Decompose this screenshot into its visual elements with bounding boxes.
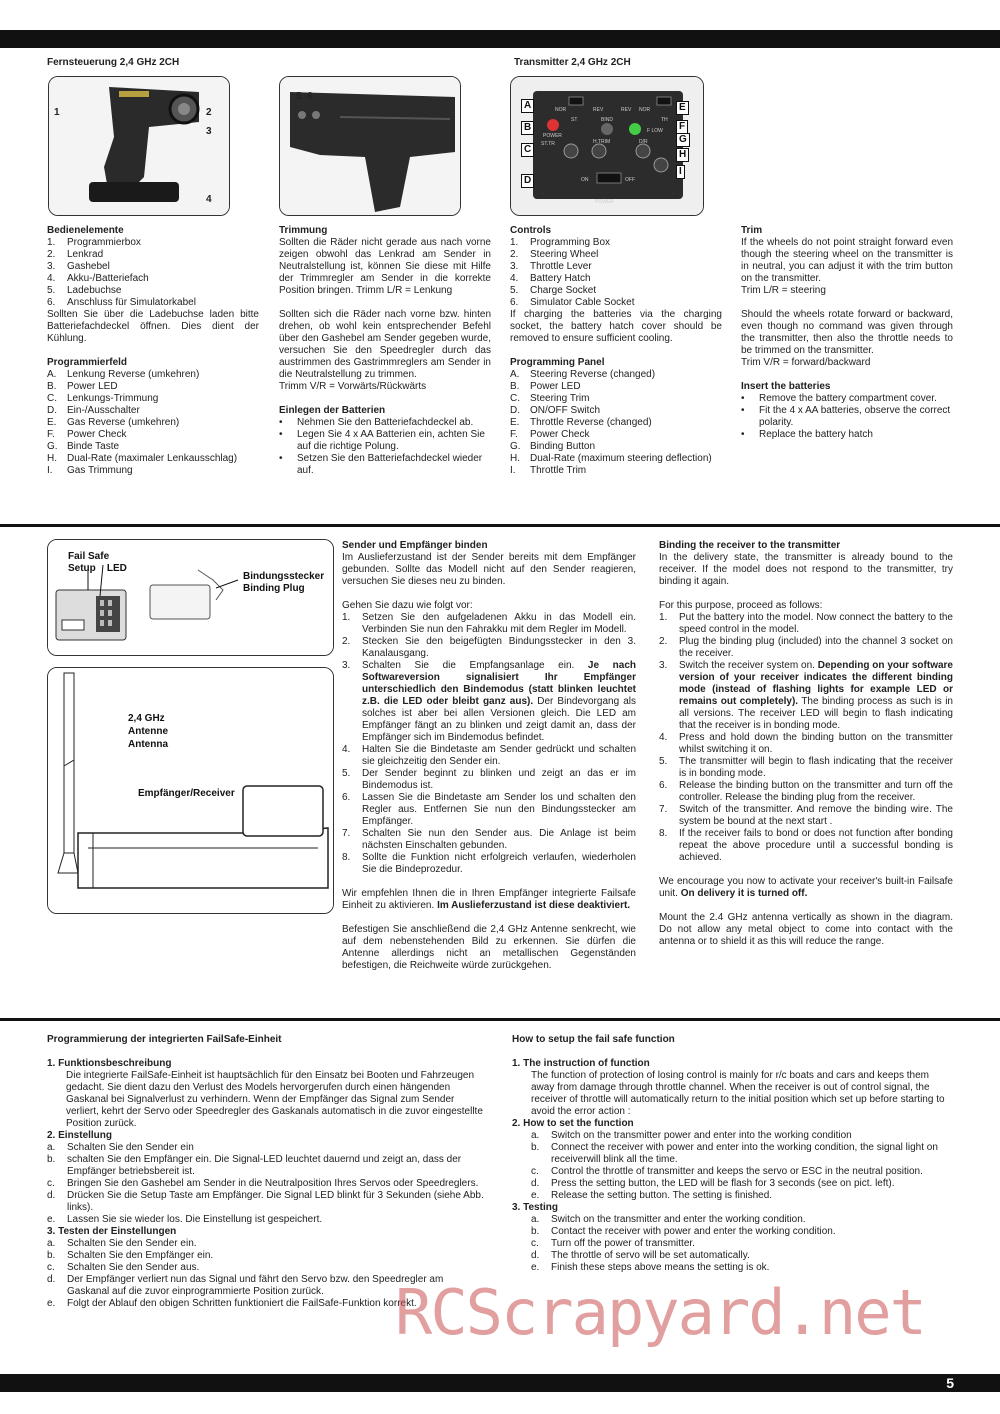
list-item: 3. Throttle Lever [510, 261, 592, 272]
de-s3-title: 3. Testen der Einstellungen [47, 1226, 177, 1237]
en-trim-title: Trim [741, 225, 763, 236]
en-s2-list [512, 1130, 952, 1202]
panel-label-sttr: ST.TR [541, 141, 555, 147]
de-s1-text: Die integrierte FailSafe-Einheit ist hauptsächlich für den Einsatz bei Booten und Fahrzeugen gedacht. Sie dient dazu den Verlust des Models hervorgerufen durch einen hängenden Gaskanal bei Signalverlust zu verhindern. Wenn der Empfänger das Signal zum Sender verliert, kehrt der Servo oder Speedregler des Gaskanals automatisch in die zuvor eingestellte Position zurück. [66, 1070, 483, 1129]
list-item: d. The throttle of servo will be set automatically. [531, 1250, 750, 1261]
callout-5: 5 [296, 91, 302, 102]
section-divider-1 [0, 524, 1000, 527]
en-trim-p2: Should the wheels rotate forward or backward, even though no command was given through the transmitter, then also the throttle needs to be trimmed on the transmitter. Trim V/R = forward/backward [741, 309, 953, 368]
list-item: d. Der Empfänger verliert nun das Signal und fährt den Servo bzw. den Speedregler am Gaskanal auf die zuvor einprogrammierte Position zurück. [47, 1274, 444, 1297]
en-trim-p1: If the wheels do not point straight forward even though the steering wheel on the transmitter is in neutral, you can adjust it with the trim button on the transmitter. Trim L/R = steering [741, 237, 953, 296]
en-header: Transmitter 2,4 GHz 2CH [514, 57, 631, 68]
list-item: D. Ein-/Ausschalter [47, 405, 140, 416]
panel-label-th: TH [661, 117, 668, 123]
list-item: • Remove the battery compartment cover. [741, 393, 937, 404]
binding-plug-label: Bindungsstecker Binding Plug [243, 571, 325, 594]
en-failsafe-title: How to setup the fail safe function [512, 1034, 675, 1045]
de-binding-steps [342, 612, 636, 876]
list-item: B. Power LED [47, 381, 118, 392]
panel-label-bind: BIND [601, 117, 613, 123]
list-item: 4. Battery Hatch [510, 273, 591, 284]
en-binding-lead: For this purpose, proceed as follows: [659, 600, 823, 611]
list-item: b. Schalten Sie den Empfänger ein. [47, 1250, 214, 1261]
en-s2-title: 2. How to set the function [512, 1118, 634, 1129]
list-item: 6. Lassen Sie die Bindetaste am Sender los und schalten den Regler aus. Entfernen Sie nun den Bindungsstecker am Empfänger. [342, 792, 636, 827]
en-binding-title: Binding the receiver to the transmitter [659, 540, 841, 551]
panel-letter-d: D [521, 174, 534, 188]
list-item: e. Lassen Sie sie wieder los. Die Einstellung ist gespeichert. [47, 1214, 323, 1225]
callout-1: 1 [54, 107, 60, 118]
de-panel-list [47, 369, 259, 477]
list-item: d. Drücken Sie die Setup Taste am Empfänger. Die Signal LED blinkt für 3 Sekunden (siehe Abb. links). [47, 1190, 484, 1213]
list-item: • Nehmen Sie den Batteriefachdeckel ab. [279, 417, 474, 428]
section-divider-2 [0, 1018, 1000, 1021]
list-item: E. Throttle Reverse (changed) [510, 417, 652, 428]
en-controls-column [510, 225, 722, 477]
list-item: 6. Anschluss für Simulatorkabel [47, 297, 196, 308]
panel-label-power-2: POWER [595, 199, 614, 205]
list-item: a. Schalten Sie den Sender ein [47, 1142, 194, 1153]
top-bar [0, 30, 1000, 48]
list-item: H. Dual-Rate (maximaler Lenkausschlag) [47, 453, 238, 464]
list-item: b. Connect the receiver with power and enter into the working condition, the signal light on receiverwill blink all the time. [531, 1142, 938, 1165]
list-item: e. Finish these steps above means the setting is ok. [531, 1262, 770, 1273]
panel-label-power: POWER [543, 133, 562, 139]
de-s2-list [47, 1142, 487, 1226]
list-item: • Setzen Sie den Batteriefachdeckel wieder auf. [279, 453, 483, 476]
list-item: 2. Steering Wheel [510, 249, 599, 260]
panel-letter-e: E [676, 101, 689, 115]
list-item: 4. Akku-/Batteriefach [47, 273, 149, 284]
list-item: 1. Programmierbox [47, 237, 141, 248]
programming-panel-photo [510, 76, 704, 216]
callout-6: 6 [307, 91, 313, 102]
callout-3: 3 [206, 126, 212, 137]
de-trim-column [279, 225, 491, 477]
panel-letter-h: H [676, 148, 689, 162]
list-item: C. Lenkungs-Trimmung [47, 393, 159, 404]
en-panel-title: Programming Panel [510, 357, 605, 368]
bottom-bar [0, 1374, 1000, 1392]
panel-letter-g: G [676, 133, 690, 147]
list-item: B. Power LED [510, 381, 581, 392]
list-item: A. Steering Reverse (changed) [510, 369, 656, 380]
list-item: 3. Switch the receiver system on. Depending on your software version of your receiver indicates the different binding mode (instead of flashing lights for example LED or remains out completely). The binding process as such is in all versions. The receiver LED will begin to flash indicating that the receiver is in bonding mode. [659, 660, 953, 731]
list-item: e. Release the setting button. The setting is finished. [531, 1190, 773, 1201]
de-batt-title: Einlegen der Batterien [279, 405, 386, 416]
de-header: Fernsteuerung 2,4 GHz 2CH [47, 57, 180, 68]
de-failsafe-note: Wir empfehlen Ihnen die in Ihren Empfänger integrierte Failsafe Einheit zu aktivieren. Im Auslieferzustand ist diese deaktiviert. [342, 888, 636, 911]
de-controls-column [47, 225, 259, 477]
list-item: a. Schalten Sie den Sender ein. [47, 1238, 197, 1249]
receiver-label: Empfänger/Receiver [138, 788, 235, 799]
en-failsafe-note: We encourage you now to activate your receiver's built-in Failsafe unit. On delivery it is turned off. [659, 876, 953, 899]
list-item: 5. The transmitter will begin to flash indicating that the receiver is in bonding mode. [659, 756, 953, 779]
list-item: 3. Gashebel [47, 261, 110, 272]
panel-label-rev: REV [593, 107, 604, 113]
list-item: A. Lenkung Reverse (umkehren) [47, 369, 200, 380]
en-binding-intro: In the delivery state, the transmitter is already bound to the receiver. If the model does not respond to the transmitter, try binding it again. [659, 552, 953, 587]
list-item: b. schalten Sie den Empfänger ein. Die Signal-LED leuchtet dauernd und zeigt an, dass der Empfänger betriebsbereit ist. [47, 1154, 462, 1177]
panel-label-st: ST [571, 117, 578, 123]
en-batt-list [741, 393, 953, 441]
list-item: E. Gas Reverse (umkehren) [47, 417, 180, 428]
de-failsafe-column [47, 1034, 487, 1310]
list-item: • Fit the 4 x AA batteries, observe the correct polarity. [741, 405, 951, 428]
list-item: 1. Put the battery into the model. Now connect the battery to the speed control in the model. [659, 612, 953, 635]
panel-label-nor-2: NOR [639, 107, 651, 113]
callout-4: 4 [206, 194, 212, 205]
list-item: 2. Plug the binding plug (included) into the channel 3 socket on the receiver. [659, 636, 953, 659]
de-trim-title: Trimmung [279, 225, 328, 236]
en-s3-list [512, 1214, 952, 1274]
en-s1-text: The function of protection of losing control is mainly for r/c boats and cars and keeps them away from damage through throttle channel. When the receiver is out of control signal, the receiver of throttle will automatically return to the initial position which set up before starting to avoid the error action : [531, 1070, 945, 1117]
de-failsafe-title: Programmierung der integrierten FailSafe-Einheit [47, 1034, 282, 1045]
list-item: 7. Switch of the transmitter. And remove the binding wire. The system be bound at the next start . [659, 804, 953, 827]
en-controls-list [510, 237, 722, 309]
list-item: I. Gas Trimmung [47, 465, 133, 476]
list-item: F. Power Check [510, 429, 590, 440]
de-antenna-note: Befestigen Sie anschließend die 2,4 GHz Antenne senkrecht, wie auf dem nebenstehenden Bild zu erkennen. Sie dürfen die Antenne allerdings nicht an metallischen Gegenständen befestigen, die Reichweite würde zurückgehen. [342, 924, 636, 971]
list-item: D. ON/OFF Switch [510, 405, 601, 416]
list-item: 7. Schalten Sie nun den Sender aus. Die Anlage ist beim nächsten Einschalten gebunden. [342, 828, 636, 851]
en-s1-title: 1. The instruction of function [512, 1058, 650, 1069]
antenna-label: 2,4 GHz Antenne Antenna [128, 713, 168, 750]
de-controls-title: Bedienelemente [47, 225, 124, 236]
list-item: 5. Der Sender beginnt zu blinken und zeigt an das er im Bindemodus ist. [342, 768, 636, 791]
list-item: I. Throttle Trim [510, 465, 587, 476]
list-item: c. Control the throttle of transmitter and keeps the servo or ESC in the neutral position. [531, 1166, 923, 1177]
de-binding-title: Sender und Empfänger binden [342, 540, 488, 551]
de-batt-list [279, 417, 491, 477]
list-item: e. Folgt der Ablauf den obigen Schritten funktioniert die FailSafe-Funktion korrekt. [47, 1298, 417, 1309]
page-number: 5 [946, 1375, 954, 1391]
panel-label-htrim: H.TRIM [593, 139, 611, 145]
callout-5-6 [296, 91, 313, 103]
list-item: 5. Ladebuchse [47, 285, 122, 296]
panel-label-off: OFF [625, 177, 635, 183]
list-item: d. Press the setting button, the LED will be flash for 3 seconds (see on pict. left). [531, 1178, 895, 1189]
list-item: a. Switch on the transmitter and enter the working condition. [531, 1214, 806, 1225]
de-binding-lead: Gehen Sie dazu wie folgt vor: [342, 600, 473, 611]
list-item: H. Dual-Rate (maximum steering deflection) [510, 453, 712, 464]
panel-label-dr: D/R [639, 139, 648, 145]
de-controls-note: Sollten Sie über die Ladebuchse laden bitte Batteriefachdeckel öffnen. Dies dient der Kühlung. [47, 309, 259, 344]
panel-letter-b: B [521, 121, 534, 135]
panel-letter-f: F [676, 120, 688, 134]
list-item: • Legen Sie 4 x AA Batterien ein, achten Sie auf die richtige Polung. [279, 429, 485, 452]
list-item: 8. If the receiver fails to bond or does not function after bonding repeat the above procedure until a successful bonding is achieved. [659, 828, 953, 863]
panel-label-on: ON [581, 177, 589, 183]
list-item: G. Binde Taste [47, 441, 120, 452]
de-binding-column [342, 540, 636, 984]
en-failsafe-column [512, 1034, 952, 1274]
list-item: G. Binding Button [510, 441, 596, 452]
list-item: F. Power Check [47, 429, 127, 440]
panel-label-rev-2: REV [621, 107, 632, 113]
list-item: 6. Simulator Cable Socket [510, 297, 635, 308]
list-item: • Replace the battery hatch [741, 429, 873, 440]
transmitter-photo [48, 76, 230, 216]
de-panel-title: Programmierfeld [47, 357, 128, 368]
watermark: RCScrapyard.net [395, 1276, 925, 1349]
list-item: 8. Sollte die Funktion nicht erfolgreich verlaufen, wiederholen Sie die Bindeprozedur. [342, 852, 636, 875]
en-panel-list [510, 369, 722, 477]
callout-2: 2 [206, 107, 212, 118]
panel-letter-a: A [521, 99, 534, 113]
list-item: 2. Lenkrad [47, 249, 104, 260]
en-trim-column [741, 225, 953, 441]
list-item: a. Switch on the transmitter power and enter into the working condition [531, 1130, 852, 1141]
list-item: 6. Release the binding button on the transmitter and turn off the controller. Release the binding plug from the receiver. [659, 780, 953, 803]
list-item: 4. Halten Sie die Bindetaste am Sender gedrückt und schalten sie gleichzeitig den Sender ein. [342, 744, 636, 767]
panel-label-flow: F LOW [647, 128, 663, 134]
de-s2-title: 2. Einstellung [47, 1130, 113, 1141]
en-controls-note: If charging the batteries via the charging socket, the battery hatch cover should be removed to ensure sufficient cooling. [510, 309, 722, 344]
list-item: c. Turn off the power of transmitter. [531, 1238, 695, 1249]
de-trim-p1: Sollten die Räder nicht gerade aus nach vorne zeigen obwohl das Lenkrad am Sender in Neutralstellung ist, können Sie diese mit Hilfe der Trimmregler am Sender in die korrekte Position bringen. Trimm L/R = Lenkung [279, 237, 491, 296]
de-controls-list [47, 237, 259, 309]
programming-panel-illustration [511, 77, 703, 215]
list-item: C. Steering Trim [510, 393, 590, 404]
en-controls-title: Controls [510, 225, 552, 236]
list-item: 1. Setzen Sie den aufgeladenen Akku in das Modell ein. Verbinden Sie nun den Fahrakku mit dem Regler im Modell. [342, 612, 636, 635]
list-item: 4. Press and hold down the binding button on the transmitter whilst switching it on. [659, 732, 953, 755]
de-trim-p2: Sollten sich die Räder nach vorne bzw. hinten drehen, ob wohl kein entsprechender Befehl über den Gashebel am Sender gegeben wurde, versuchen Sie den Speedregler durch das austrimmen des Gastrimmreglers am Sender in die Neutralstellung zu trimmen. Trimm V/R = Vorwärts/Rückwärts [279, 309, 491, 392]
en-batt-title: Insert the batteries [741, 381, 831, 392]
transmitter-illustration [49, 77, 229, 215]
en-binding-column [659, 540, 953, 960]
list-item: 1. Programming Box [510, 237, 611, 248]
de-s1-title: 1. Funktionsbeschreibung [47, 1058, 172, 1069]
list-item: c. Bringen Sie den Gashebel am Sender in die Neutralposition Ihres Servos oder Speedreglers. [47, 1178, 479, 1189]
list-item: 2. Stecken Sie den beigefügten Bindungsstecker in den 3. Kanalausgang. [342, 636, 636, 659]
failsafe-setup-label: Fail Safe Setup LED [68, 551, 127, 574]
list-item: c. Schalten Sie den Sender aus. [47, 1262, 200, 1273]
panel-letter-i: I [676, 165, 685, 179]
en-s3-title: 3. Testing [512, 1202, 558, 1213]
list-item: 3. Schalten Sie die Empfangsanlage ein. Je nach Softwareversion signalisiert Ihr Empfänger unterschiedlich den Bindemodus (statt blinken leuchtet z.B. die LED oder bleibt ganz aus). Der Bindevorgang als solches ist aber bei allen Versionen gleich. Die LED am Empfänger fängt an zu blinken und zeigt damit an, dass der Empfänger sich im Bindemodus befindet. [342, 660, 636, 743]
en-binding-steps [659, 612, 953, 864]
list-item: 5. Charge Socket [510, 285, 597, 296]
en-antenna-note: Mount the 2.4 GHz antenna vertically as shown in the diagram. Do not allow any metal object to come into contact with the antenna or to shield it as this will reduce the range. [659, 912, 953, 947]
de-binding-intro: Im Auslieferzustand ist der Sender bereits mit dem Empfänger gebunden. Sollte das Modell nicht auf den Sender reagieren, versuchen Sie dieses neu zu binden. [342, 552, 636, 587]
list-item: b. Contact the receiver with power and enter the working condition. [531, 1226, 836, 1237]
panel-label-nor: NOR [555, 107, 567, 113]
panel-letter-c: C [521, 143, 534, 157]
